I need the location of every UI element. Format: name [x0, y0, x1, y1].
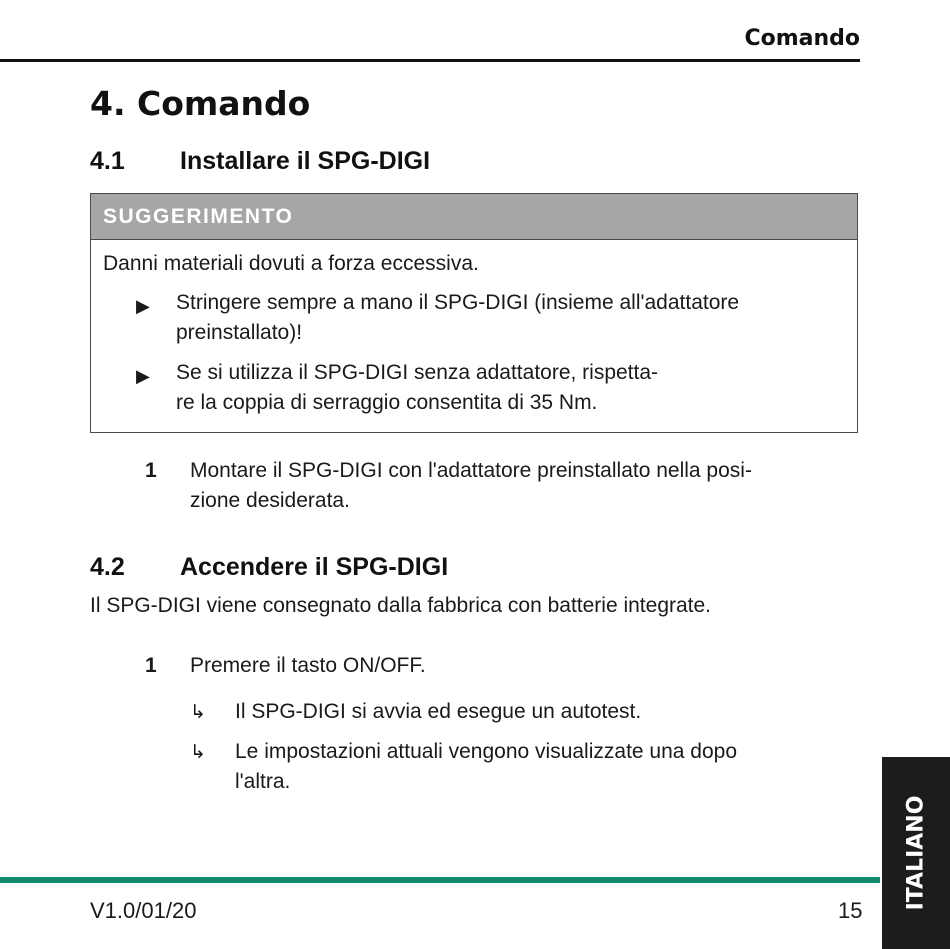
- body-paragraph: Il SPG-DIGI viene consegnato dalla fabbrica con batterie integrate.: [90, 594, 712, 617]
- step-line: Montare il SPG-DIGI con l'adattatore preinstallato nella posi-: [190, 459, 752, 482]
- footer-version: V1.0/01/20: [90, 898, 197, 923]
- result-line: l'altra.: [235, 770, 291, 793]
- language-tab-label: ITALIANO: [903, 795, 929, 911]
- notice-label: SUGGERIMENTO: [91, 194, 857, 240]
- chapter-title: 4. Comando: [90, 84, 311, 123]
- footer-rule: [0, 877, 880, 883]
- result-line: Le impostazioni attuali vengono visualizzate una dopo: [235, 740, 738, 763]
- step-line: Premere il tasto ON/OFF.: [190, 654, 426, 677]
- step-number: 1: [145, 459, 157, 482]
- notice-intro: Danni materiali dovuti a forza eccessiva.: [103, 252, 479, 275]
- bullet-line: preinstallato)!: [176, 321, 303, 344]
- notice-bullet: [136, 288, 846, 348]
- notice-bullet: [136, 358, 846, 418]
- step-line: zione desiderata.: [190, 489, 350, 512]
- result-item: [190, 737, 860, 797]
- notice-box: [90, 193, 858, 433]
- result-line: Il SPG-DIGI si avvia ed esegue un autotest.: [235, 700, 642, 723]
- section-title-4-1: [90, 147, 430, 176]
- section-number: 4.1: [90, 147, 125, 175]
- result-arrow-icon: ↳: [190, 741, 206, 763]
- section-heading: Installare il SPG-DIGI: [180, 147, 431, 175]
- result-item: [190, 697, 860, 727]
- page-number: 15: [838, 898, 863, 923]
- triangle-right-icon: ▶: [136, 296, 150, 316]
- running-header: Comando: [744, 26, 860, 51]
- bullet-line: Se si utilizza il SPG-DIGI senza adattatore, rispetta-: [176, 361, 659, 384]
- step-item: [145, 456, 860, 516]
- section-number: 4.2: [90, 553, 125, 581]
- bullet-line: Stringere sempre a mano il SPG-DIGI (insieme all'adattatore: [176, 291, 740, 314]
- step-item: [145, 651, 860, 681]
- header-rule: [0, 59, 860, 62]
- result-arrow-icon: ↳: [190, 701, 206, 723]
- language-tab: [882, 757, 950, 949]
- section-title-4-2: [90, 553, 448, 582]
- bullet-line: re la coppia di serraggio consentita di 35 Nm.: [176, 391, 598, 414]
- section-heading: Accendere il SPG-DIGI: [180, 553, 449, 581]
- step-number: 1: [145, 654, 157, 677]
- triangle-right-icon: ▶: [136, 366, 150, 386]
